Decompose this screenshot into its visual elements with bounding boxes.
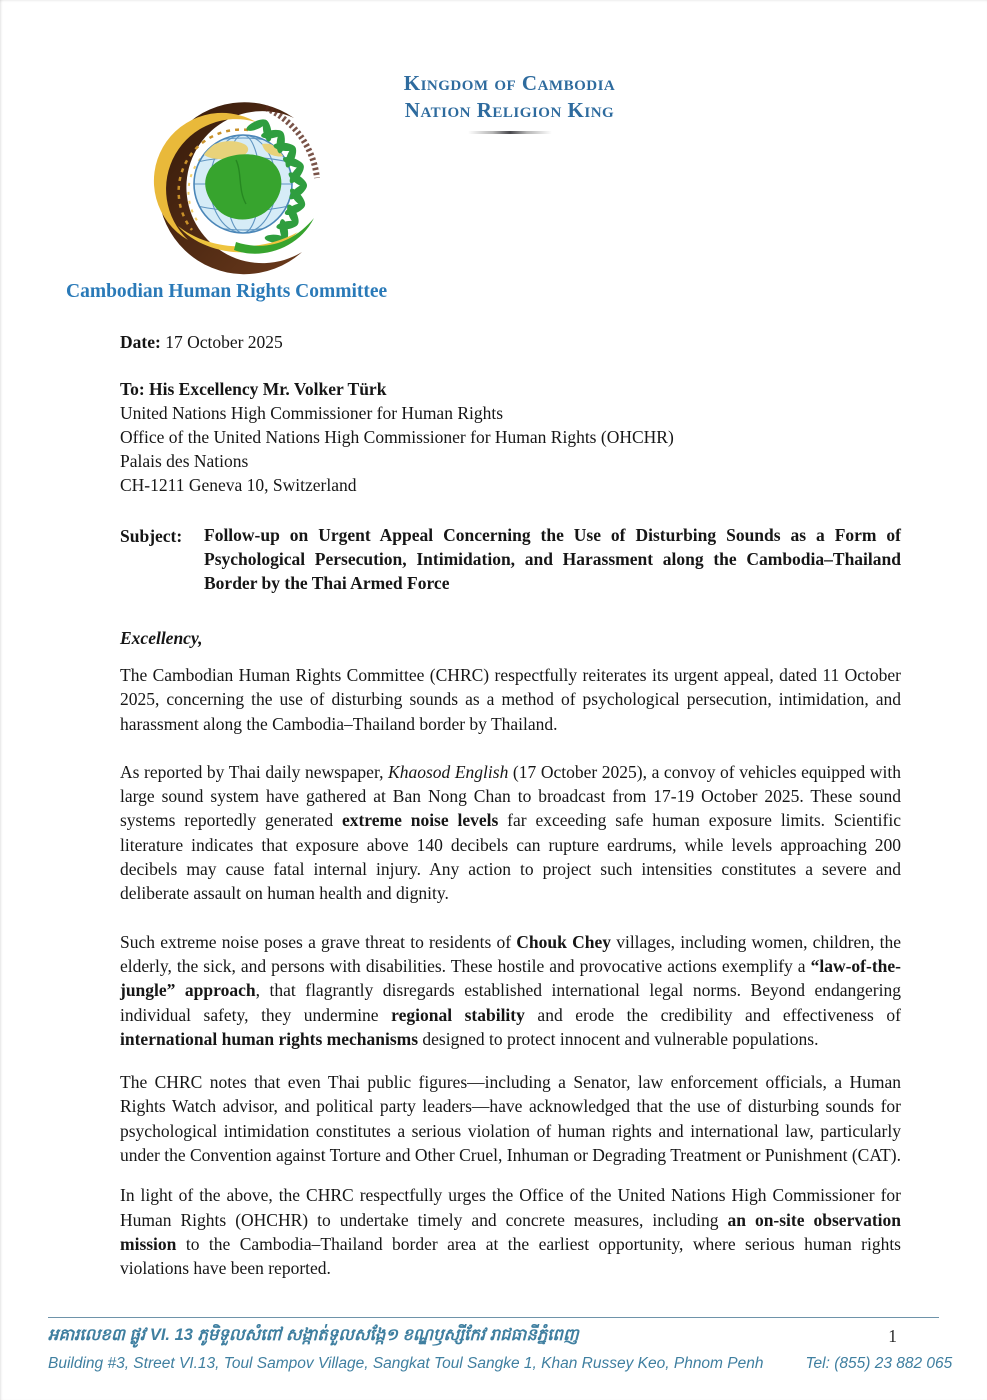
chrc-logo [136, 100, 324, 278]
letter-content [120, 330, 901, 1281]
recipient-to-line: To: His Excellency Mr. Volker Türk [120, 379, 387, 400]
motto-line: Nation Religion King [404, 98, 615, 122]
letterhead-divider [468, 131, 552, 134]
page-number: 1 [888, 1326, 897, 1346]
body-paragraph: As reported by Thai daily newspaper, Khaosod English (17 October 2025), a convoy of vehicles equipped with large sound system have gathered at Ban Nong Chan to broadcast from 17-19 October 2025. These sound systems reportedly generated extreme noise levels far exceeding safe human exposure limits. Scientific literature indicates that exposure above 140 decibels can rupture eardrums, while levels approaching 200 decibels may cause fatal internal injury. Any action to project such intensities constitutes a severe and deliberate assault on human health and dignity. [120, 761, 901, 904]
recipient-line: Office of the United Nations High Commissioner for Human Rights (OHCHR) [120, 427, 674, 448]
footer-address-english: Building #3, Street VI.13, Toul Sampov Village, Sangkat Toul Sangke 1, Khan Russey Keo, Phnom Penh [48, 1355, 764, 1372]
date-value: 17 October 2025 [165, 332, 283, 352]
recipient-line: CH-1211 Geneva 10, Switzerland [120, 475, 357, 496]
kingdom-line: Kingdom of Cambodia [403, 71, 616, 95]
body-paragraph: The CHRC notes that even Thai public figures—including a Senator, law enforcement officials, a Human Rights Watch advisor, and political party leaders—have acknowledged that the use of disturbing sounds for psychological intimidation constitutes a serious violation of human rights and international law, particularly under the Convention against Torture and Other Cruel, Inhuman or Degrading Treatment or Punishment (CAT). [120, 1072, 901, 1166]
footer-address-english-line [48, 1355, 952, 1373]
body-paragraph: In light of the above, the CHRC respectfully urges the Office of the United Nations High Commissioner for Human Rights (OHCHR) to undertake timely and concrete measures, including an on-site observation mission to the Cambodia–Thailand border area at the earliest opportunity, where serious human rights violations have been reported. [120, 1185, 902, 1279]
subject-text: Follow-up on Urgent Appeal Concerning the Use of Disturbing Sounds as a Form of Psychological Persecution, Intimidation, and Harassment along the Cambodia–Thailand Border by the Thai Armed Force [204, 525, 901, 593]
body-paragraph: The Cambodian Human Rights Committee (CHRC) respectfully reiterates its urgent appeal, dated 11 October 2025, concerning the use of disturbing sounds as a method of psychological persecution, intimidation, and harassment along the Cambodia–Thailand border by Thailand. [120, 664, 901, 734]
subject-label: Subject: [120, 526, 183, 547]
recipient-block [120, 377, 901, 497]
recipient-line: United Nations High Commissioner for Human Rights [120, 403, 504, 424]
recipient-line: Palais des Nations [120, 451, 249, 472]
date-label: Date: [120, 332, 161, 352]
footer-telephone: Tel: (855) 23 882 065 [805, 1355, 953, 1372]
body-paragraph: Such extreme noise poses a grave threat to residents of Chouk Chey villages, including women, children, the elderly, the sick, and persons with disabilities. These hostile and provocative actions exemplify a “law-of-the-jungle” approach, that flagrantly disregards established international legal norms. Beyond endangering individual safety, they undermine regional stability and erode the credibility and effectiveness of international human rights mechanisms designed to protect innocent and vulnerable populations. [120, 931, 901, 1049]
footer-address-khmer: អគារលេខ៣ ផ្លូវ VI. 13 ភូមិទួលសំពៅ សង្កាត់ទួលសង្កែ១ ខណ្ឌឫស្សីកែវ រាជធានីភ្នំពេញ [48, 1326, 579, 1344]
subject-block [120, 524, 901, 595]
salutation: Excellency, [120, 627, 203, 648]
committee-name: Cambodian Human Rights Committee [66, 281, 388, 302]
footer-divider [48, 1317, 939, 1318]
date-line [120, 330, 901, 354]
